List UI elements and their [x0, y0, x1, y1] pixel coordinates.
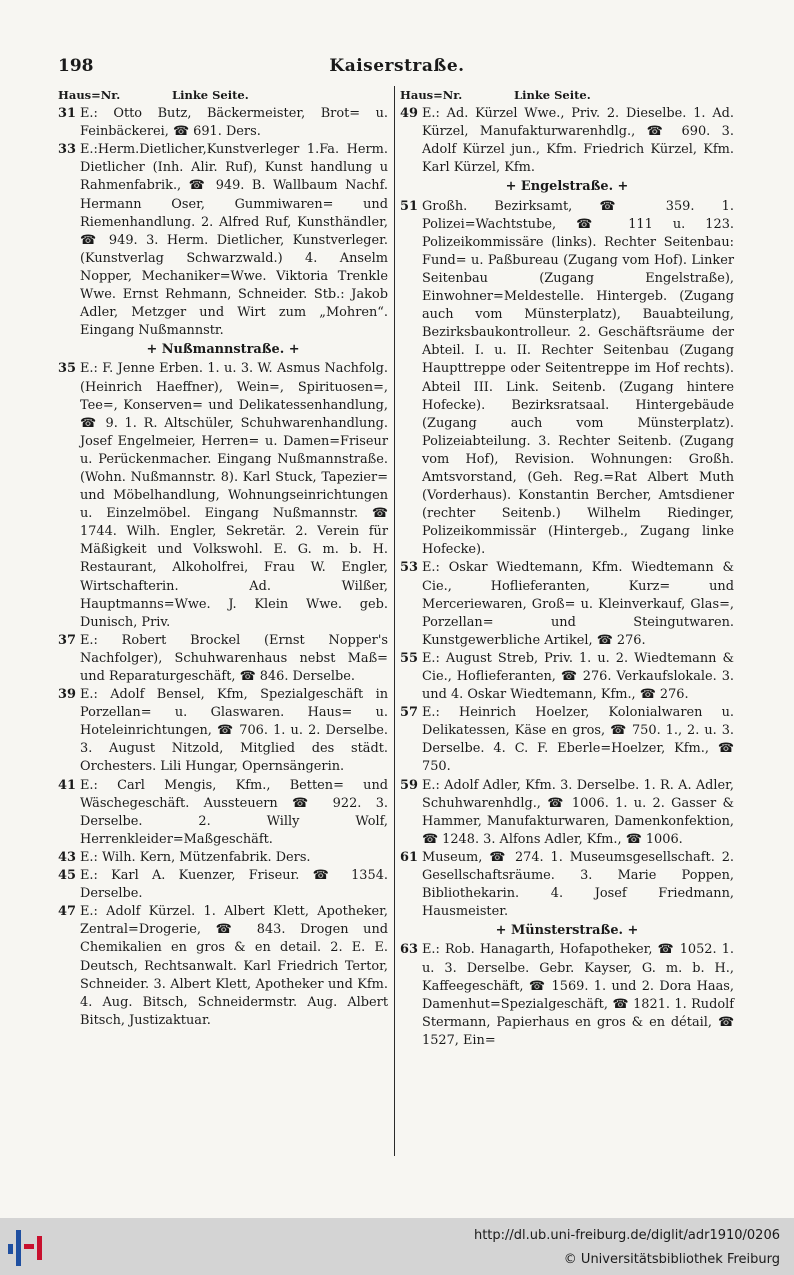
street-heading: + Engelstraße. + [505, 179, 629, 195]
right-column [400, 86, 734, 1050]
entry-text: E.: Heinrich Hoelzer, Kolonialwaren u. Delikatessen, Käse en gros, ☎ 750. 1., 2. u. 3. Derselbe. 4. C. F. Eberle=Hoelzer, Kfm., ☎ 750. [422, 705, 734, 775]
viewer-footer [0, 1218, 794, 1275]
entry-text: E.: Wilh. Kern, Mützenfabrik. Ders. [80, 849, 311, 865]
entry-text: E.: Rob. Hanagarth, Hofapotheker, ☎ 1052. 1. u. 3. Derselbe. Gebr. Kayser, G. m. b. H., Kaffeegeschäft, ☎ 1569. 1. und 2. Dora Haas, Damenhut=Spezialgeschäft, ☎ 1821. 1. Rudolf Stermann, Papierhaus en gros & en détail, ☎ 1527, Ein= [422, 942, 734, 1048]
house-number: 53 [400, 560, 418, 576]
entry-text: E.: Karl A. Kuenzer, Friseur. ☎ 1354. Derselbe. [80, 868, 388, 902]
copyright-notice: © Universitätsbibliothek Freiburg [563, 1252, 780, 1267]
directory-entry [58, 777, 388, 849]
house-number: 63 [400, 942, 418, 958]
entry-text: E.: Robert Brockel (Ernst Nopper's Nachfolger), Schuhwarenhaus nebst Maß= und Reparaturgeschäft, ☎ 846. Derselbe. [80, 632, 388, 684]
entry-text: E.: Otto Butz, Bäckermeister, Brot= u. Feinbäckerei, ☎ 691. Ders. [80, 106, 388, 140]
directory-entry [400, 198, 734, 560]
directory-entry [400, 704, 734, 776]
directory-entry [58, 360, 388, 631]
column-divider [394, 86, 395, 1156]
house-number: 47 [58, 904, 76, 920]
directory-entry [400, 849, 734, 921]
directory-entry [400, 105, 734, 177]
entry-text: E.: F. Jenne Erben. 1. u. 3. W. Asmus Nachfolg. (Heinrich Haeffner), Wein=, Spirituosen=, Tee=, Konserven= und Delikatessenhandlung, ☎ 9. 1. R. Altschüler, Schuhwarenhandlung. Josef Engelmeier, Herren= u. Damen=Friseur u. Perückenmacher. Eingang Nußmannstraße. (Wohn. Nußmannstr. 8). Karl Stuck, Tapezier= und Möbelhandlung, Wohnungseinrichtungen u. Einzelmöbel. Eingang Nußmannstr. ☎ 1744. Wilh. Engler, Sekretär. 2. Verein für Mäßigkeit und Volkswohl. E. G. m. b. H. Restaurant, Alkoholfrei, Frau W. Engler, Wirtschafterin. Ad. Wilßer, Hauptmanns=Wwe. J. Klein Wwe. geb. Dunisch, Priv. [80, 361, 388, 630]
left-entries [58, 105, 388, 1030]
street-heading: + Nußmannstraße. + [146, 342, 300, 358]
house-number-heading: Haus=Nr. [58, 88, 121, 102]
entry-text: E.: Oskar Wiedtemann, Kfm. Wiedtemann & Cie., Hoflieferanten, Kurz= und Merceriewaren, Groß= u. Kleinverkauf, Glas=, Porzellan= und Steingutwaren. Kunstgewerbliche Artikel, ☎ 276. [422, 560, 734, 648]
side-heading: Linke Seite. [172, 88, 249, 102]
directory-entry [58, 632, 388, 686]
house-number: 35 [58, 361, 76, 377]
house-number: 33 [58, 142, 76, 158]
side-heading: Linke Seite. [514, 88, 591, 102]
permalink-url[interactable]: http://dl.ub.uni-freiburg.de/diglit/adr1910/0206 [473, 1228, 780, 1243]
left-column [58, 86, 388, 1030]
page-number: 198 [58, 56, 94, 76]
house-number: 57 [400, 705, 418, 721]
library-logo-icon [8, 1228, 42, 1268]
directory-entry [400, 559, 734, 649]
house-number: 49 [400, 106, 418, 122]
entry-text: E.: Ad. Kürzel Wwe., Priv. 2. Dieselbe. 1. Ad. Kürzel, Manufakturwarenhdlg., ☎ 690. 3. Adolf Kürzel jun., Kfm. Friedrich Kürzel, Kfm. Karl Kürzel, Kfm. [422, 106, 734, 176]
house-number-heading: Haus=Nr. [400, 88, 463, 102]
entry-text: E.: August Streb, Priv. 1. u. 2. Wiedtemann & Cie., Hoflieferanten, ☎ 276. Verkaufslokale. 3. und 4. Oskar Wiedtemann, Kfm., ☎ 276. [422, 650, 734, 703]
directory-entry [400, 941, 734, 1050]
house-number: 59 [400, 777, 418, 793]
left-column-header [58, 86, 388, 104]
directory-entry [58, 105, 388, 141]
directory-entry [58, 867, 388, 903]
entry-text: E.: Carl Mengis, Kfm., Betten= und Wäschegeschäft. Aussteuern ☎ 922. 3. Derselbe. 2. Willy Wolf, Herrenkleider=Maßgeschäft. [80, 777, 388, 847]
directory-entry [400, 777, 734, 849]
house-number: 45 [58, 868, 76, 884]
house-number: 51 [400, 198, 418, 214]
house-number: 55 [400, 650, 418, 666]
directory-entry [58, 686, 388, 776]
house-number: 31 [58, 106, 76, 122]
entry-text: E.: Adolf Kürzel. 1. Albert Klett, Apotheker, Zentral=Drogerie, ☎ 843. Drogen und Chemikalien en gros & en detail. 2. E. E. Deutsch, Rechtsanwalt. Karl Friedrich Tertor, Schneider. 3. Albert Klett, Apotheker und Kfm. 4. Aug. Bitsch, Schneidermstr. Aug. Albert Bitsch, Justizaktuar. [80, 904, 388, 1028]
house-number: 43 [58, 849, 76, 865]
directory-entry [58, 903, 388, 1030]
street-heading: + Münsterstraße. + [495, 923, 639, 939]
directory-entry [58, 141, 388, 340]
right-column-header [400, 86, 734, 104]
house-number: 61 [400, 849, 418, 865]
directory-entry [400, 650, 734, 704]
entry-text: Großh. Bezirksamt, ☎ 359. 1. Polizei=Wachtstube, ☎ 111 u. 123. Polizeikommissäre (links). Rechter Seitenbau: Fund= u. Paßbureau (Zugang vom Hof). Linker Seitenbau (Zugang Engelstraße), Einwohner=Meldestelle. Hintergeb. (Zugang auch vom Münsterplatz), Bauabteilung, Bezirksbaukontrolleur. 2. Geschäftsräume der Abteil. I. u. II. Rechter Seitenbau (Zugang Haupttreppe oder Seitentreppe im Hof rechts). Abteil III. Link. Seitenb. (Zugang hintere Hofecke). Bezirksratsaal. Hintergebäude (Zugang auch vom Münsterplatz). Polizeiabteilung. 3. Rechter Seitenb. (Zugang vom Hof), Revision. Wohnungen: Großh. Amtsvorstand, (Geh. Reg.=Rat Albert Muth (Vorderhaus). Konstantin Bercher, Amtsdiener (rechter Seitenb.) Wilhelm Riedinger, Polizeikommissär (Hintergeb., Zugang linke Hofecke). [422, 198, 734, 558]
entry-text: E.:Herm.Dietlicher,Kunstverleger 1.Fa. Herm. Dietlicher (Inh. Alir. Ruf), Kunst handlung u Rahmenfabrik., ☎ 949. B. Wallbaum Nachf. Hermann Oser, Gummiwaren= und Riemenhandlung. 2. Alfred Ruf, Kunsthändler, ☎ 949. 3. Herm. Dietlicher, Kunstverleger. (Kunstverlag Schwarzwald.) 4. Anselm Nopper, Mechaniker=Wwe. Viktoria Trenkle Wwe. Ernst Rehmann, Schneider. Stb.: Jakob Adler, Metzger und Wirt zum „Mohren“. Eingang Nußmannstr. [80, 142, 388, 339]
directory-entry [58, 849, 388, 867]
house-number: 37 [58, 632, 76, 648]
running-head: Kaiserstraße. [329, 56, 465, 76]
right-entries [400, 105, 734, 1050]
entry-text: E.: Adolf Bensel, Kfm, Spezialgeschäft in Porzellan= u. Glaswaren. Haus= u. Hoteleinrichtungen, ☎ 706. 1. u. 2. Derselbe. 3. August Nitzold, Mitglied des städt. Orchesters. Lili Hungar, Opernsängerin. [80, 687, 388, 775]
house-number: 39 [58, 687, 76, 703]
house-number: 41 [58, 777, 76, 793]
entry-text: Museum, ☎ 274. 1. Museumsgesellschaft. 2. Gesellschaftsräume. 3. Marie Poppen, Bibliothekarin. 4. Josef Friedmann, Hausmeister. [422, 849, 734, 920]
entry-text: E.: Adolf Adler, Kfm. 3. Derselbe. 1. R. A. Adler, Schuhwarenhdlg., ☎ 1006. 1. u. 2. Gasser & Hammer, Manufakturwaren, Damenkonfektion, ☎ 1248. 3. Alfons Adler, Kfm., ☎ 1006. [422, 777, 734, 847]
